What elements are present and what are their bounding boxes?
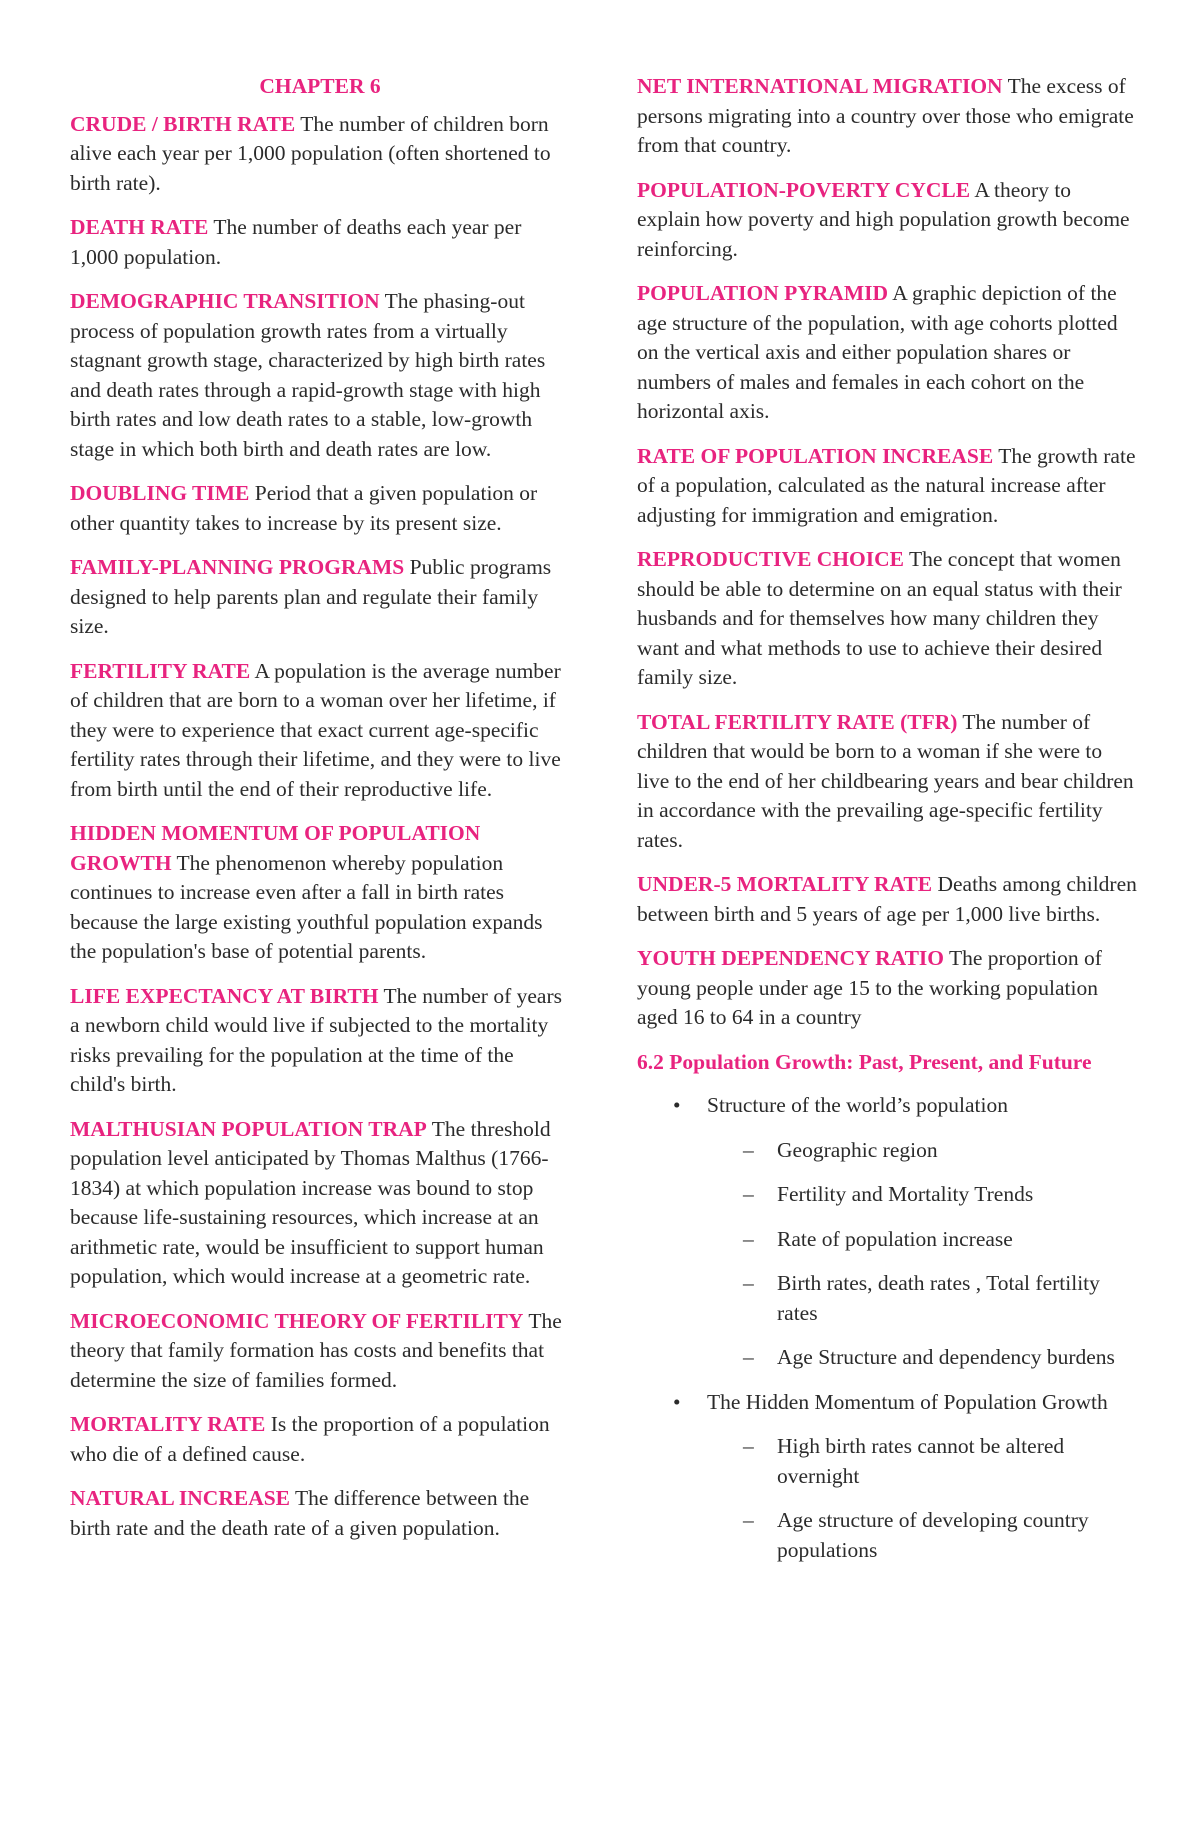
glossary-definition: The phenomenon whereby population continues to increase even after a fall in birth rates because the large existing youthful population expands the population's base of potential parents. <box>70 850 543 963</box>
glossary-term: HIDDEN MOMENTUM OF POPULATION GROWTH <box>70 821 481 875</box>
sub-bullet-label: Birth rates, death rates , Total fertility rates <box>777 1271 1100 1325</box>
glossary-entry <box>70 1115 570 1292</box>
sub-bullet-list <box>707 1432 1137 1565</box>
bullet-item <box>637 1388 1137 1566</box>
glossary-definition: Period that a given population or other quantity takes to increase by its present size. <box>70 481 538 535</box>
dash-icon: – <box>743 1345 754 1369</box>
glossary-entry <box>70 657 570 805</box>
glossary-term: MORTALITY RATE <box>70 1412 266 1436</box>
glossary-term: DOUBLING TIME <box>70 481 250 505</box>
left-column <box>70 72 570 1558</box>
sub-bullet-item <box>707 1136 1137 1166</box>
sub-bullet-label: Geographic region <box>777 1137 938 1162</box>
sub-bullet-label: Age structure of developing country populations <box>777 1508 1089 1562</box>
glossary-term: LIFE EXPECTANCY AT BIRTH <box>70 983 379 1008</box>
glossary-definition: The difference between the birth rate and the death rate of a given population. <box>70 1486 530 1540</box>
glossary-term: YOUTH DEPENDENCY RATIO <box>637 946 944 970</box>
glossary-entry <box>70 982 570 1100</box>
glossary-definition: Public programs designed to help parents plan and regulate their family size. <box>70 555 552 638</box>
glossary-definition: Deaths among children between birth and 5 years of age per 1,000 live births. <box>637 872 1137 926</box>
glossary-term: RATE OF POPULATION INCREASE <box>637 443 994 468</box>
sub-bullet-label: Fertility and Mortality Trends <box>777 1182 1034 1206</box>
glossary-entry <box>637 72 1137 161</box>
glossary-definition: Is the proportion of a population who die of a defined cause. <box>70 1412 550 1466</box>
glossary-term: POPULATION-POVERTY CYCLE <box>637 177 971 202</box>
sub-bullet-item <box>707 1180 1137 1210</box>
dash-icon: – <box>743 1137 754 1162</box>
glossary-definition: The excess of persons migrating into a country over those who emigrate from that country. <box>637 74 1134 157</box>
glossary-definition: The number of years a newborn child would live if subjected to the mortality risks prevailing for the population at the time of the child's birth. <box>70 983 562 1096</box>
glossary-term: DEMOGRAPHIC TRANSITION <box>70 289 380 313</box>
dash-icon: – <box>743 1508 754 1532</box>
glossary-definition: The phasing-out process of population growth rates from a virtually stagnant growth stage, characterized by high birth rates and death rates through a rapid-growth stage with high birth rates and low death rates to a stable, low-growth stage in which both birth and death rates are low. <box>70 289 546 461</box>
glossary-term: CRUDE / BIRTH RATE <box>70 111 296 136</box>
glossary-term: MICROECONOMIC THEORY OF FERTILITY <box>70 1308 524 1333</box>
dash-icon: – <box>743 1434 754 1458</box>
glossary-term: POPULATION PYRAMID <box>637 281 889 305</box>
glossary-definition: A theory to explain how poverty and high population growth become reinforcing. <box>637 177 1130 261</box>
dash-icon: – <box>743 1271 754 1295</box>
bullet-label: Structure of the world’s population <box>707 1093 1008 1117</box>
glossary-entry <box>637 545 1137 693</box>
bullet-icon: • <box>673 1389 681 1414</box>
section-title: 6.2 Population Growth: Past, Present, and Future <box>637 1049 1092 1074</box>
glossary-term: NATURAL INCREASE <box>70 1486 291 1510</box>
glossary-entry <box>637 442 1137 531</box>
glossary-entry <box>637 176 1137 265</box>
glossary-term: REPRODUCTIVE CHOICE <box>637 547 904 571</box>
left-glossary <box>70 110 570 1544</box>
glossary-entry <box>70 1484 570 1543</box>
glossary-entry <box>70 479 570 538</box>
sub-bullet-label: Age Structure and dependency burdens <box>777 1345 1115 1369</box>
bullet-icon: • <box>673 1093 681 1117</box>
glossary-entry <box>637 708 1137 856</box>
bullet-item <box>637 1091 1137 1373</box>
bullet-label: The Hidden Momentum of Population Growth <box>707 1389 1108 1414</box>
glossary-entry <box>637 279 1137 427</box>
glossary-definition: A graphic depiction of the age structure of the population, with age cohorts plotted on the vertical axis and either population shares or numbers of males and females in each cohort on the horizontal axis. <box>637 281 1118 423</box>
glossary-entry <box>70 1410 570 1469</box>
glossary-definition: The number of children that would be born to a woman if she were to live to the end of her childbearing years and bear children in accordance with the prevailing age-specific fertility rates. <box>637 709 1134 852</box>
dash-icon: – <box>743 1182 754 1206</box>
sub-bullet-item <box>707 1269 1137 1328</box>
sub-bullet-item <box>707 1432 1137 1491</box>
glossary-definition: The proportion of young people under age 15 to the working population aged 16 to 64 in a country <box>637 946 1102 1029</box>
sub-bullet-list <box>707 1136 1137 1373</box>
right-column <box>637 72 1137 1580</box>
glossary-definition: The theory that family formation has costs and benefits that determine the size of families formed. <box>70 1308 562 1392</box>
glossary-entry <box>637 944 1137 1033</box>
glossary-definition: The concept that women should be able to determine on an equal status with their husbands and for themselves how many children they want and what methods to use to achieve their desired family size. <box>637 547 1122 689</box>
glossary-entry <box>70 1307 570 1396</box>
glossary-definition: The number of children born alive each year per 1,000 population (often shortened to birth rate). <box>70 111 551 195</box>
glossary-entry <box>70 213 570 272</box>
section-bullet-list <box>637 1091 1137 1565</box>
chapter-heading: CHAPTER 6 <box>259 74 381 98</box>
glossary-definition: The number of deaths each year per 1,000 population. <box>70 215 522 269</box>
glossary-term: FAMILY-PLANNING PROGRAMS <box>70 555 405 579</box>
dash-icon: – <box>743 1226 754 1251</box>
sub-bullet-item <box>707 1343 1137 1373</box>
glossary-term: TOTAL FERTILITY RATE (TFR) <box>637 709 958 734</box>
glossary-entry <box>70 553 570 642</box>
glossary-term: UNDER-5 MORTALITY RATE <box>637 872 933 896</box>
glossary-term: FERTILITY RATE <box>70 658 251 683</box>
sub-bullet-item <box>707 1225 1137 1255</box>
glossary-definition: A population is the average number of children that are born to a woman over her lifetime, if they were to experience that exact current age-specific fertility rates through their lifetime, and they were to live from birth until the end of their reproductive life. <box>70 658 561 801</box>
sub-bullet-label: Rate of population increase <box>777 1226 1013 1251</box>
glossary-term: NET INTERNATIONAL MIGRATION <box>637 74 1003 98</box>
glossary-entry <box>70 819 570 967</box>
sub-bullet-label: High birth rates cannot be altered overnight <box>777 1434 1065 1488</box>
glossary-entry <box>637 870 1137 929</box>
glossary-entry <box>70 287 570 464</box>
right-glossary <box>637 72 1137 1033</box>
sub-bullet-item <box>707 1506 1137 1565</box>
glossary-definition: The growth rate of a population, calculated as the natural increase after adjusting for immigration and emigration. <box>637 443 1136 527</box>
glossary-definition: The threshold population level anticipated by Thomas Malthus (1766-1834) at which population increase was bound to stop because life-sustaining resources, which increase at an arithmetic rate, would be insufficient to support human population, which would increase at a geometric rate. <box>70 1116 551 1288</box>
glossary-term: DEATH RATE <box>70 215 209 239</box>
glossary-term: MALTHUSIAN POPULATION TRAP <box>70 1116 427 1141</box>
glossary-entry <box>70 110 570 199</box>
